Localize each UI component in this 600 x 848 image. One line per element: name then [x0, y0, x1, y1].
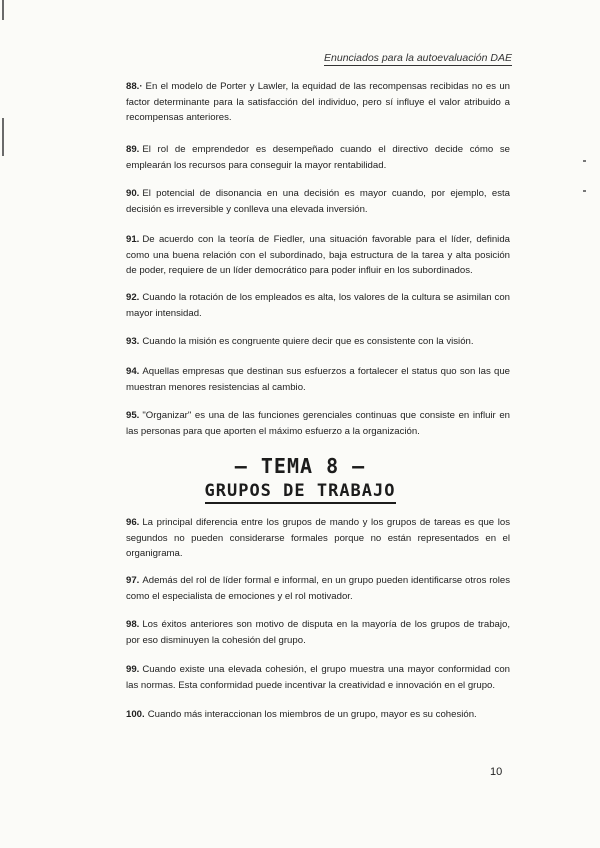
statement-96	[126, 515, 510, 562]
statement-number: 100.	[126, 709, 145, 720]
statement-text: Los éxitos anteriores son motivo de disputa en la mayoría de los grupos de trabajo, por eso disminuyen la cohesión del grupo.	[126, 619, 510, 646]
statement-number: 90.	[126, 188, 140, 199]
statement-text: Cuando la misión es congruente quiere decir que es consistente con la visión.	[142, 336, 474, 347]
statement-92	[126, 290, 510, 321]
statement-text: De acuerdo con la teoría de Fiedler, una situación favorable para el líder, definida como una buena relación con el subordinado, baja estructura de la tarea y alta posición de poder, requiere de un líder democrático para poder influir en los subordinados.	[126, 234, 510, 276]
statement-94	[126, 364, 510, 395]
statement-text: La principal diferencia entre los grupos de mando y los grupos de tareas es que los segundos no pueden considerarse formales porque no están representados en el organigrama.	[126, 517, 510, 559]
statement-88	[126, 79, 510, 126]
statement-number: 89.	[126, 144, 140, 155]
statement-95	[126, 408, 510, 439]
section-title	[0, 481, 600, 501]
scan-edge-mark-top	[2, 0, 4, 20]
statement-number: 92.	[126, 292, 140, 303]
statement-text: El potencial de disonancia en una decisión es mayor cuando, por ejemplo, esta decisión es irreversible y conlleva una elevada inversión.	[126, 188, 510, 215]
statement-90	[126, 186, 510, 217]
statement-number: 93.	[126, 336, 140, 347]
statement-number: 99.	[126, 664, 140, 675]
statement-text: En el modelo de Porter y Lawler, la equidad de las recompensas recibidas no es un factor determinante para la satisfacción del individuo, pero sí influye el valor atribuido a recompensas anteriores.	[126, 81, 510, 123]
statement-text: Aquellas empresas que destinan sus esfuerzos a fortalecer el status quo son las que muestran menores resistencias al cambio.	[126, 366, 510, 393]
statement-number: 91.	[126, 234, 140, 245]
scan-speck	[583, 190, 586, 192]
statement-number: 95.	[126, 410, 140, 421]
statement-97	[126, 573, 510, 604]
statement-text: Además del rol de líder formal e informal, en un grupo pueden identificarse otros roles como el especialista de emociones y el rol motivador.	[126, 575, 510, 602]
statement-number: 98.	[126, 619, 140, 630]
statement-text: "Organizar" es una de las funciones gerenciales continuas que consiste en influir en las personas para que aporten el máximo esfuerzo a la organización.	[126, 410, 510, 437]
statement-99	[126, 662, 510, 693]
statement-100	[126, 707, 510, 723]
statement-number: 97.	[126, 575, 140, 586]
scan-edge-mark-left	[2, 118, 4, 156]
statement-text: Cuando la rotación de los empleados es alta, los valores de la cultura se asimilan con mayor intensidad.	[126, 292, 510, 319]
statement-text: Cuando existe una elevada cohesión, el grupo muestra una mayor conformidad con las normas. Esta conformidad puede incentivar la creatividad e innovación en el grupo.	[126, 664, 510, 691]
section-topic: – TEMA 8 –	[234, 454, 366, 478]
statement-text: Cuando más interaccionan los miembros de un grupo, mayor es su cohesión.	[147, 709, 477, 720]
section-title-text: GRUPOS DE TRABAJO	[205, 481, 396, 504]
statement-number: 88.·	[126, 81, 143, 92]
statement-98	[126, 617, 510, 648]
statement-number: 94.	[126, 366, 140, 377]
statement-93	[126, 334, 510, 350]
statement-89	[126, 142, 510, 173]
statement-91	[126, 232, 510, 279]
page-number: 10	[490, 766, 503, 778]
statement-text: El rol de emprendedor es desempeñado cuando el directivo decide cómo se emplearán los recursos para conseguir la mayor rentabilidad.	[126, 144, 510, 171]
statement-number: 96.	[126, 517, 140, 528]
scan-speck	[583, 160, 586, 162]
running-header: Enunciados para la autoevaluación DAE	[324, 52, 512, 64]
